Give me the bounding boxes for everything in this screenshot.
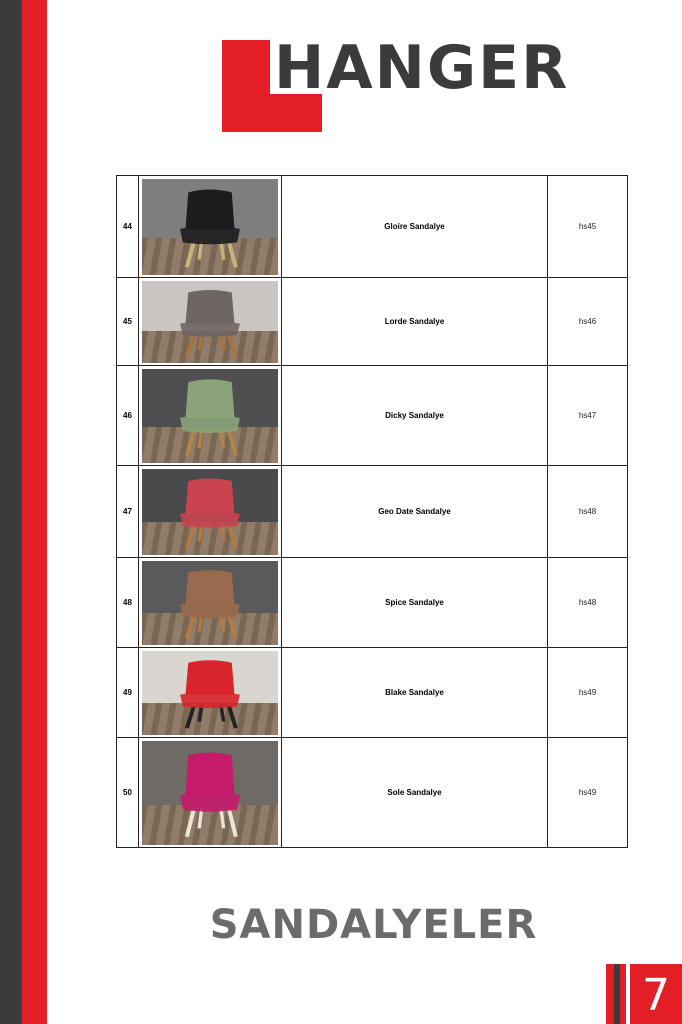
logo-text: HANGER	[274, 33, 570, 103]
chair-photo	[142, 469, 278, 555]
product-name: Spice Sandalye	[282, 558, 548, 648]
table-row	[117, 366, 628, 466]
product-photo-cell	[139, 738, 282, 848]
product-code: hs45	[548, 176, 628, 278]
table-row	[117, 738, 628, 848]
row-number: 46	[117, 366, 139, 466]
row-number: 48	[117, 558, 139, 648]
chair-photo	[142, 741, 278, 845]
left-dark-bar	[0, 0, 22, 1024]
product-code: hs47	[548, 366, 628, 466]
product-name: Gloire Sandalye	[282, 176, 548, 278]
table-row	[117, 176, 628, 278]
product-name: Blake Sandalye	[282, 648, 548, 738]
chair-photo	[142, 179, 278, 275]
row-number: 45	[117, 278, 139, 366]
section-title: SANDALYELER	[209, 902, 538, 948]
product-code: hs49	[548, 738, 628, 848]
product-photo-cell	[139, 176, 282, 278]
table-row	[117, 466, 628, 558]
hanger-logo	[222, 33, 582, 132]
product-photo-cell	[139, 278, 282, 366]
product-photo-cell	[139, 366, 282, 466]
chair-photo	[142, 369, 278, 463]
row-number: 44	[117, 176, 139, 278]
chair-photo	[142, 561, 278, 645]
page-number: 7	[642, 970, 670, 1021]
chair-photo	[142, 651, 278, 735]
product-code: hs49	[548, 648, 628, 738]
row-number: 49	[117, 648, 139, 738]
product-name: Dicky Sandalye	[282, 366, 548, 466]
table-row	[117, 648, 628, 738]
table-row	[117, 558, 628, 648]
row-number: 50	[117, 738, 139, 848]
product-code: hs48	[548, 558, 628, 648]
product-code: hs48	[548, 466, 628, 558]
table-row	[117, 278, 628, 366]
product-photo-cell	[139, 558, 282, 648]
chair-photo	[142, 281, 278, 363]
product-photo-cell	[139, 648, 282, 738]
product-name: Geo Date Sandalye	[282, 466, 548, 558]
product-name: Lorde Sandalye	[282, 278, 548, 366]
product-code: hs46	[548, 278, 628, 366]
row-number: 47	[117, 466, 139, 558]
product-photo-cell	[139, 466, 282, 558]
left-red-bar	[22, 0, 47, 1024]
product-table	[116, 175, 628, 848]
product-name: Sole Sandalye	[282, 738, 548, 848]
